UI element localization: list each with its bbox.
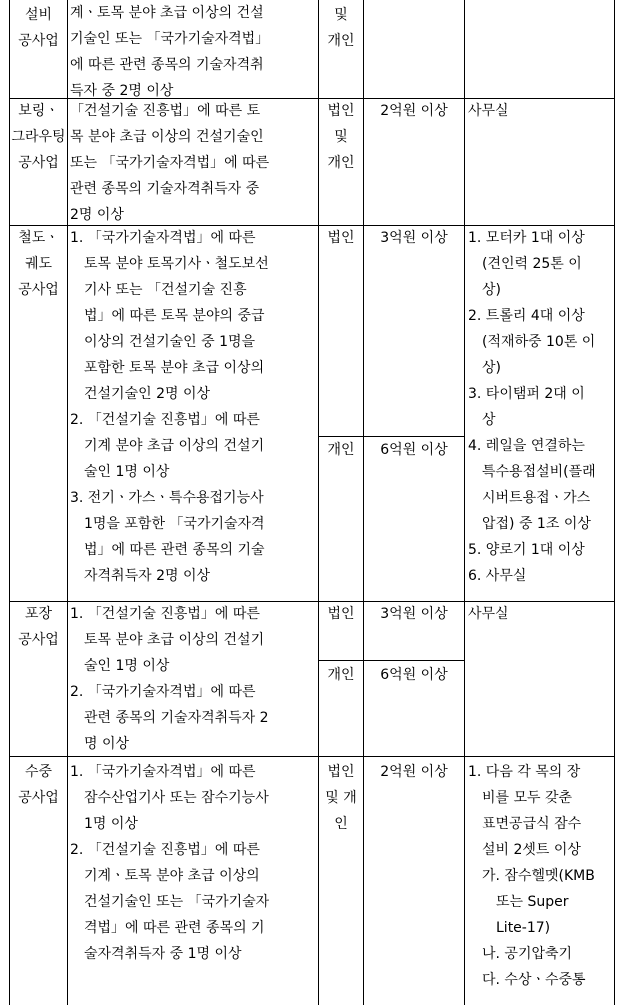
entity-line: 개인 <box>327 33 355 49</box>
requirement-line: 1명 이상 <box>84 816 138 832</box>
requirement-line: 명 이상 <box>84 736 130 752</box>
equipment-cell <box>468 601 509 627</box>
requirement-line: 2. 「건설기술 진흥법」에 따른 <box>70 842 260 858</box>
equipment-line: 또는 Super <box>496 894 569 910</box>
requirement-line: 2명 이상 <box>70 207 124 223</box>
equipment-line: 가. 잠수헬멧(KMB <box>482 868 595 884</box>
category-line: 공사업 <box>18 33 59 49</box>
capital-cell: 3억원 이상 <box>380 606 448 622</box>
requirement-line: 1명을 포함한 「국가기술자격 <box>84 516 265 532</box>
category-line: 보링ㆍ <box>18 103 59 119</box>
requirement-line: 2. 「건설기술 진흥법」에 따른 <box>70 412 260 428</box>
category-line: 설비 <box>24 7 53 23</box>
equipment-cell <box>468 98 509 124</box>
equipment-line: 사무실 <box>468 103 509 119</box>
requirement-line: 건설기술인 또는 「국가기술자 <box>84 894 270 910</box>
equipment-line: Lite-17) <box>496 920 551 936</box>
column-divider <box>464 0 465 1005</box>
entity-cell: 개인 <box>327 442 355 458</box>
equipment-line: 상 <box>482 412 496 428</box>
requirements-cell <box>70 0 269 104</box>
category-cell <box>10 98 67 176</box>
entity-line: 법인 <box>327 103 355 119</box>
equipment-cell <box>468 225 596 589</box>
requirement-line: 잠수산업기사 또는 잠수기능사 <box>84 790 269 806</box>
category-cell <box>10 2 67 54</box>
requirement-line: 자격취득자 2명 이상 <box>84 568 210 584</box>
requirement-line: 기술인 또는 「국가기술자격법」 <box>70 31 270 47</box>
entity-cell: 법인 <box>327 230 355 246</box>
column-divider <box>363 0 364 1005</box>
requirements-cell <box>70 98 269 228</box>
category-cell <box>10 225 67 303</box>
entity-line: 및 <box>334 7 348 23</box>
requirement-line: 법」에 따른 토목 분야의 중급 <box>84 308 265 324</box>
requirement-line: 격법」에 따른 관련 종목의 기 <box>84 920 265 936</box>
requirement-line: 관련 종목의 기술자격취득자 중 <box>70 181 260 197</box>
requirement-line: 3. 전기ㆍ가스ㆍ특수용접기능사 <box>70 490 264 506</box>
requirement-line: 이상의 건설기술인 중 1명을 <box>84 334 256 350</box>
requirement-line: 기계 분야 초급 이상의 건설기 <box>84 438 265 454</box>
requirement-line: 1. 「건설기술 진흥법」에 따른 <box>70 606 260 622</box>
equipment-line: 다. 수상ㆍ수중통 <box>482 972 586 988</box>
requirement-line: 1. 「국가기술자격법」에 따른 <box>70 764 256 780</box>
capital-cell: 6억원 이상 <box>380 667 448 683</box>
requirement-line: 또는 「국가기술자격법」에 따른 <box>70 155 270 171</box>
equipment-line: 상) <box>482 360 501 376</box>
entity-line: 개인 <box>327 155 355 171</box>
equipment-line: 나. 공기압축기 <box>482 946 573 962</box>
equipment-line: 설비 2셋트 이상 <box>482 842 581 858</box>
category-line: 철도ㆍ <box>18 230 59 246</box>
equipment-line: 압접) 중 1조 이상 <box>482 516 591 532</box>
category-line: 공사업 <box>18 632 59 648</box>
entity-cell <box>319 759 363 837</box>
requirement-line: 「건설기술 진흥법」에 따른 토 <box>70 103 261 119</box>
category-cell <box>10 601 67 653</box>
entity-line: 및 개 <box>325 790 357 806</box>
entity-cell <box>319 2 363 54</box>
entity-cell <box>319 98 363 176</box>
equipment-line: 표면공급식 잠수 <box>482 816 582 832</box>
requirement-line: 술인 1명 이상 <box>84 464 170 480</box>
category-line: 포장 <box>24 606 53 622</box>
equipment-line: 특수용접설비(플래 <box>482 464 596 480</box>
column-divider <box>67 0 68 1005</box>
requirement-line: 목 분야 초급 이상의 건설기술인 <box>70 129 264 145</box>
requirement-line: 관련 종목의 기술자격취득자 2 <box>84 710 269 726</box>
equipment-line: (견인력 25톤 이 <box>482 256 582 272</box>
requirement-line: 포함한 토목 분야 초급 이상의 <box>84 360 265 376</box>
capital-cell: 2억원 이상 <box>380 764 448 780</box>
requirement-line: 기사 또는 「건설기술 진흥 <box>84 282 247 298</box>
table-right-border <box>614 0 615 1005</box>
requirement-line: 2. 「국가기술자격법」에 따른 <box>70 684 256 700</box>
equipment-line: 6. 사무실 <box>468 568 527 584</box>
entity-line: 및 <box>334 129 348 145</box>
requirements-cell <box>70 759 269 967</box>
category-line: 수중 <box>24 764 53 780</box>
requirement-line: 득자 중 2명 이상 <box>70 83 174 99</box>
requirements-cell <box>70 601 269 757</box>
category-line: 공사업 <box>18 282 59 298</box>
category-cell <box>10 759 67 811</box>
entity-cell: 개인 <box>327 667 355 683</box>
capital-cell: 3억원 이상 <box>380 230 448 246</box>
category-line: 그라우팅 <box>11 129 66 145</box>
equipment-cell <box>468 759 595 993</box>
requirement-line: 건설기술인 2명 이상 <box>84 386 210 402</box>
category-line: 궤도 <box>24 256 53 272</box>
entity-line: 법인 <box>327 764 355 780</box>
equipment-line: 상) <box>482 282 501 298</box>
equipment-line: 1. 다음 각 목의 장 <box>468 764 581 780</box>
equipment-line: 비를 모두 갖춘 <box>482 790 573 806</box>
capital-cell: 2억원 이상 <box>380 103 448 119</box>
requirement-line: 술자격취득자 중 1명 이상 <box>84 946 242 962</box>
requirement-line: 에 따른 관련 종목의 기술자격취 <box>70 57 264 73</box>
capital-cell: 6억원 이상 <box>380 442 448 458</box>
requirement-line: 토목 분야 초급 이상의 건설기 <box>84 632 265 648</box>
equipment-line: 2. 트롤리 4대 이상 <box>468 308 585 324</box>
requirement-line: 술인 1명 이상 <box>84 658 170 674</box>
equipment-line: 5. 양로기 1대 이상 <box>468 542 585 558</box>
requirement-line: 계ㆍ토목 분야 초급 이상의 건설 <box>70 5 264 21</box>
category-line: 공사업 <box>18 790 59 806</box>
equipment-line: 사무실 <box>468 606 509 622</box>
requirement-line: 토목 분야 토목기사ㆍ철도보선 <box>84 256 269 272</box>
requirement-line: 1. 「국가기술자격법」에 따른 <box>70 230 256 246</box>
equipment-line: 4. 레일을 연결하는 <box>468 438 585 454</box>
entity-cell: 법인 <box>327 606 355 622</box>
equipment-line: 시버트용접ㆍ가스 <box>482 490 591 506</box>
requirements-cell <box>70 225 269 589</box>
equipment-line: (적재하중 10톤 이 <box>482 334 596 350</box>
requirement-line: 기계ㆍ토목 분야 초급 이상의 <box>84 868 260 884</box>
equipment-line: 3. 타이탬퍼 2대 이 <box>468 386 585 402</box>
equipment-line: 1. 모터카 1대 이상 <box>468 230 585 246</box>
category-line: 공사업 <box>18 155 59 171</box>
requirement-line: 법」에 따른 관련 종목의 기술 <box>84 542 265 558</box>
row-divider <box>318 660 465 661</box>
entity-line: 인 <box>334 816 348 832</box>
